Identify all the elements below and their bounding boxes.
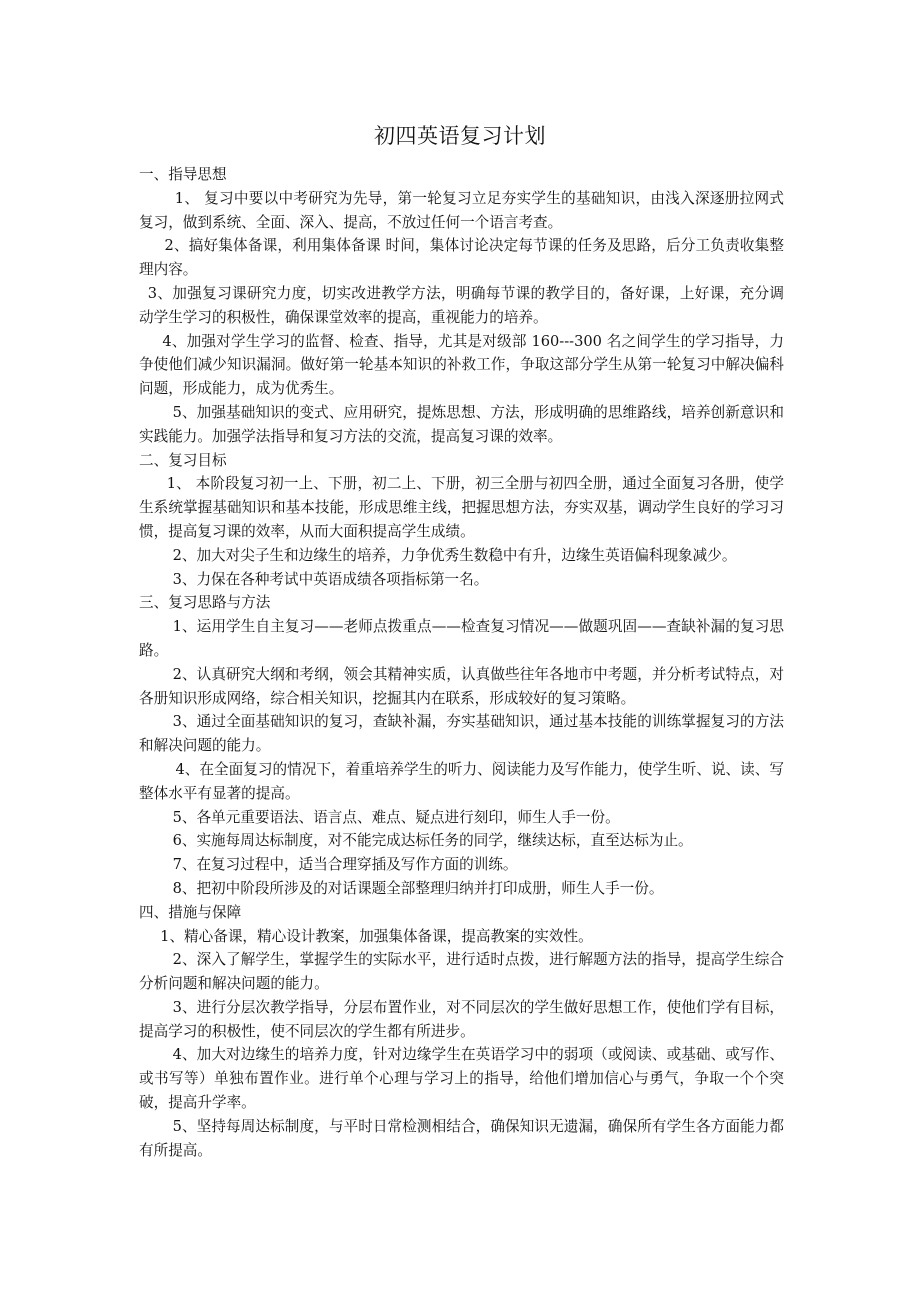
paragraph: 1、运用学生自主复习——老师点拨重点——检查复习情况——做题巩固——查缺补漏的复习思路。: [139, 618, 784, 659]
paragraph: 5、加强基础知识的变式、应用研究，提炼思想、方法，形成明确的思维路线，培养创新意识和实践能力。加强学法指导和复习方法的交流，提高复习课的效率。: [139, 403, 784, 445]
paragraph: 2、加大对尖子生和边缘生的培养，力争优秀生数稳中有升，边缘生英语偏科现象减少。: [172, 546, 737, 564]
paragraph: 4、加强对学生学习的监督、检查、指导，尤其是对级部 160---300 名之间学生的学习指导，力争使他们减少知识漏洞。做好第一轮基本知识的补救工作，争取这部分学生从第一轮复习中解决偏科问题，形成能力，成为优秀生。: [139, 332, 784, 398]
document-title: 初四英语复习计划: [374, 124, 546, 148]
paragraph: 1、精心备课，精心设计教案，加强集体备课，提高教案的实效性。: [160, 927, 593, 945]
paragraph: 4、加大对边缘生的培养力度，针对边缘学生在英语学习中的弱项（或阅读、或基础、或写作、或书写等）单独布置作业。进行单个心理与学习上的指导，给他们增加信心与勇气，争取一个个突破，提高升学率。: [139, 1046, 784, 1112]
section-heading-guiding-ideology: 一、指导思想: [139, 166, 227, 183]
document-body: [139, 163, 784, 1162]
paragraph: 5、各单元重要语法、语言点、难点、疑点进行刻印，师生人手一份。: [172, 808, 620, 826]
paragraph: 3、加强复习课研究力度，切实改进教学方法，明确每节课的教学目的，备好课，上好课，充分调动学生学习的积极性，确保课堂效率的提高，重视能力的培养。: [139, 284, 784, 326]
paragraph: 5、坚持每周达标制度，与平时日常检测相结合，确保知识无遗漏，确保所有学生各方面能力都有所提高。: [139, 1117, 784, 1159]
paragraph: 3、进行分层次教学指导，分层布置作业，对不同层次的学生做好思想工作，使他们学有目标，提高学习的积极性，使不同层次的学生都有所进步。: [139, 998, 784, 1040]
paragraph: 6、实施每周达标制度，对不能完成达标任务的同学，继续达标，直至达标为止。: [172, 832, 693, 850]
paragraph: 3、力保在各种考试中英语成绩各项指标第一名。: [172, 570, 489, 588]
paragraph: 2、搞好集体备课，利用集体备课 时间，集体讨论决定每节课的任务及思路，后分工负责收集整理内容。: [139, 237, 784, 279]
section-heading-measures: 四、措施与保障: [139, 903, 242, 921]
paragraph: 2、深入了解学生，掌握学生的实际水平，进行适时点拨，进行解题方法的指导，提高学生综合分析问题和解决问题的能力。: [139, 951, 784, 993]
section-heading-review-goals: 二、复习目标: [139, 451, 227, 469]
paragraph: 1、 本阶段复习初一上、下册，初二上、下册，初三全册与初四全册，通过全面复习各册，使学生系统掌握基础知识和基本技能，形成思维主线，把握思想方法，夯实双基，调动学生良好的学习习惯，提高复习课的效率，从而大面积提高学生成绩。: [139, 475, 784, 540]
paragraph: 2、认真研究大纲和考纲，领会其精神实质，认真做些往年各地市中考题，并分析考试特点，对各册知识形成网络，综合相关知识，挖掘其内在联系，形成较好的复习策略。: [139, 665, 784, 707]
paragraph: 8、把初中阶段所涉及的对话课题全部整理归纳并打印成册，师生人手一份。: [172, 879, 664, 897]
paragraph: 1、 复习中要以中考研究为先导，第一轮复习立足夯实学生的基础知识，由浅入深逐册拉网式复习，做到系统、全面、深入、提高，不放过任何一个语言考查。: [139, 189, 784, 231]
paragraph: 4、在全面复习的情况下，着重培养学生的听力、阅读能力及写作能力，使学生听、说、读、写整体水平有显著的提高。: [139, 760, 784, 802]
paragraph: 7、在复习过程中，适当合理穿插及写作方面的训练。: [172, 856, 518, 874]
section-heading-review-methods: 三、复习思路与方法: [139, 594, 271, 612]
paragraph: 3、通过全面基础知识的复习，查缺补漏，夯实基础知识，通过基本技能的训练掌握复习的方法和解决问题的能力。: [139, 713, 784, 755]
